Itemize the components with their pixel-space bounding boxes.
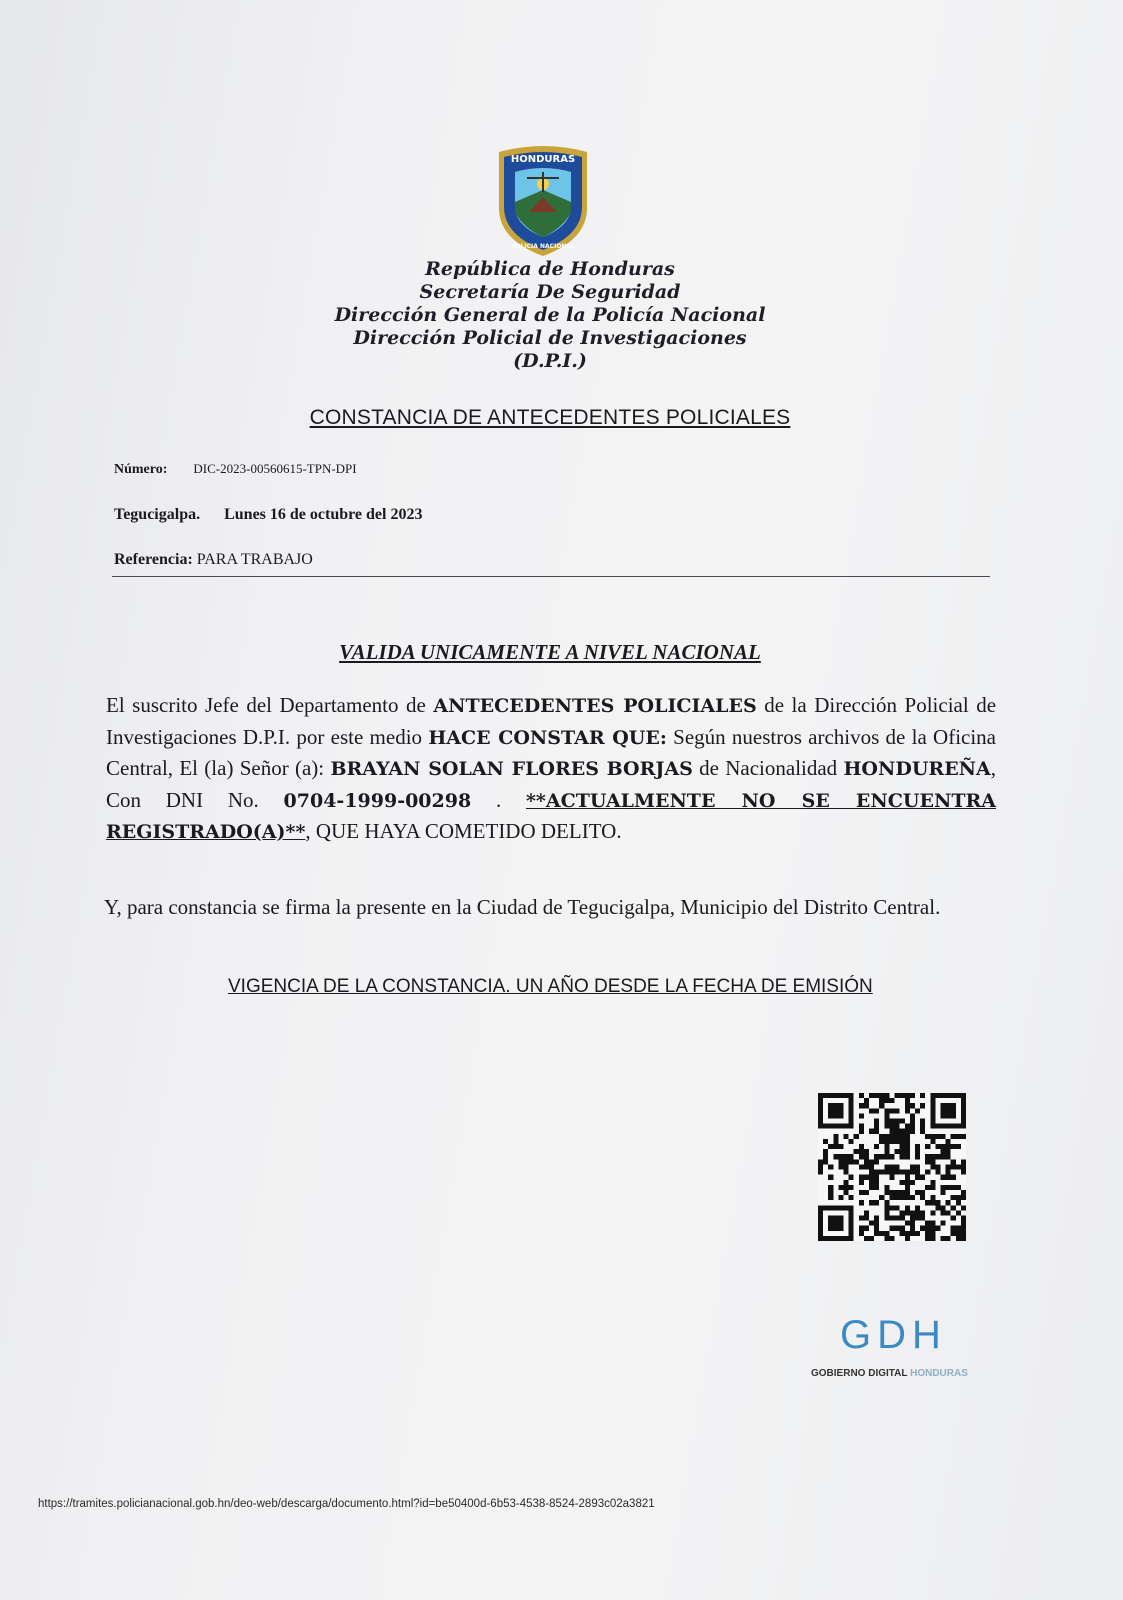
- crest-top-text: HONDURAS: [510, 154, 576, 165]
- header-line-investigations: Dirección Policial de Investigaciones: [353, 327, 747, 349]
- referencia-label: Referencia:: [114, 551, 193, 568]
- nationality: HONDUREÑA: [843, 758, 991, 780]
- gdh-caption-main: GOBIERNO DIGITAL: [811, 1368, 908, 1379]
- crest-bottom-text: POLICIA NACIONAL: [511, 243, 575, 250]
- divider-line: [112, 576, 990, 577]
- gdh-logo-text: GDH: [840, 1313, 947, 1356]
- police-crest-logo: [493, 142, 593, 258]
- closing-paragraph: Y, para constancia se firma la presente en la Ciudad de Tegucigalpa, Municipio del Distrito Central.: [104, 895, 941, 919]
- body-text-6: .: [495, 787, 502, 812]
- city-label: Tegucigalpa.: [114, 506, 201, 523]
- person-name: BRAYAN SOLAN FLORES BORJAS: [330, 758, 693, 780]
- place-date-row: [114, 506, 422, 524]
- validity-period: VIGENCIA DE LA CONSTANCIA. UN AÑO DESDE LA FECHA DE EMISIÓN: [228, 976, 873, 997]
- dni-number: 0704-1999-00298: [283, 789, 472, 812]
- numero-row: [114, 460, 357, 478]
- record-status: **ACTUALMENTE NO SE ENCUENTRA REGISTRADO(A)**: [106, 789, 996, 843]
- body-text-1: El suscrito Jefe del Departamento de: [106, 693, 426, 717]
- numero-value: DIC-2023-00560615-TPN-DPI: [193, 461, 357, 476]
- qr-code: [818, 1093, 966, 1241]
- issue-date: Lunes 16 de octubre del 2023: [224, 506, 423, 523]
- referencia-row: [114, 551, 313, 569]
- department-name: ANTECEDENTES POLICIALES: [433, 695, 757, 717]
- body-text-4: de Nacionalidad: [699, 756, 838, 780]
- document-title: CONSTANCIA DE ANTECEDENTES POLICIALES: [309, 406, 791, 429]
- header-line-secretary: Secretaría De Seguridad: [419, 281, 681, 303]
- hace-constar: HACE CONSTAR QUE:: [428, 726, 667, 749]
- body-text-2: de la Dirección Policial de Investigaciones D.P.I. por este medio: [106, 693, 997, 749]
- header-line-direction: Dirección General de la Policía Nacional: [334, 304, 766, 326]
- gdh-caption-hn: HONDURAS: [910, 1368, 968, 1379]
- gdh-logo: [836, 1310, 966, 1356]
- numero-label: Número:: [114, 462, 168, 477]
- institution-header: [300, 258, 800, 373]
- verification-url: https://tramites.policianacional.gob.hn/deo-web/descarga/documento.html?id=be50400d-6b53-4538-8524-2893c02a3821: [38, 1498, 655, 1510]
- referencia-value: PARA TRABAJO: [196, 551, 313, 568]
- body-text-7: , QUE HAYA COMETIDO DELITO.: [305, 819, 622, 843]
- body-text-3: Según nuestros archivos de la Oficina Central, El (la) Señor (a):: [106, 724, 997, 780]
- validity-scope-heading: VALIDA UNICAMENTE A NIVEL NACIONAL: [339, 640, 761, 664]
- header-line-dpi: (D.P.I.): [513, 350, 587, 372]
- body-text-5: , Con DNI No.: [106, 756, 997, 812]
- gdh-caption: [811, 1368, 981, 1379]
- certification-paragraph: [106, 690, 996, 848]
- header-line-republic: República de Honduras: [425, 258, 675, 280]
